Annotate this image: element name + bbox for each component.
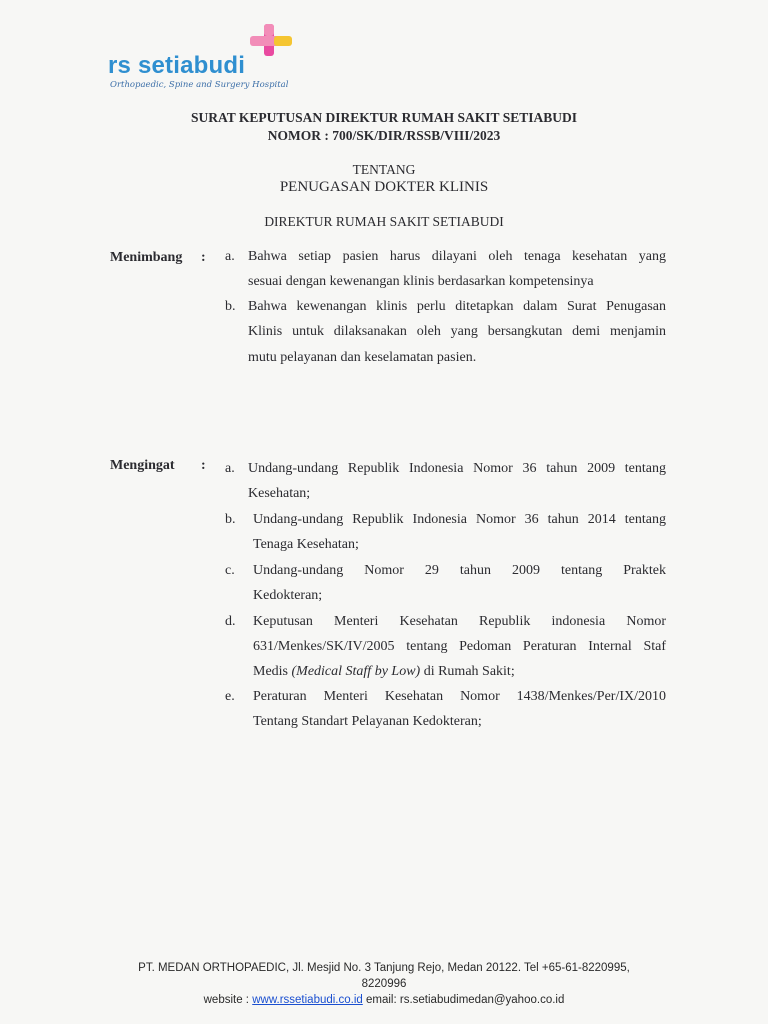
menimbang-colon: : bbox=[201, 250, 206, 265]
footer-address-2: 8220996 bbox=[361, 978, 407, 990]
mengingat-c-line-2: Kedokteran; bbox=[253, 588, 323, 603]
mengingat-a-marker: a. bbox=[225, 461, 235, 476]
mengingat-e-line-1: Peraturan Menteri Kesehatan Nomor 1438/Menkes/Per/IX/2010 bbox=[253, 689, 666, 704]
mengingat-b-line-1: Undang-undang Republik Indonesia Nomor 36 tahun 2014 tentang bbox=[253, 512, 666, 527]
menimbang-a-line-1: Bahwa setiap pasien harus dilayani oleh tenaga kesehatan yang bbox=[248, 249, 666, 264]
mengingat-e-line-2: Tentang Standart Pelayanan Kedokteran; bbox=[253, 714, 482, 729]
email-address[interactable]: rs.setiabudimedan@yahoo.co.id bbox=[399, 994, 565, 1006]
decree-number: NOMOR : 700/SK/DIR/RSSB/VIII/2023 bbox=[267, 128, 501, 143]
menimbang-a-line-2: sesuai dengan kewenangan klinis berdasarkan kompetensinya bbox=[248, 274, 594, 289]
mengingat-b-marker: b. bbox=[225, 512, 236, 527]
menimbang-b-line-2: Klinis untuk dilaksanakan oleh yang bersangkutan demi menjamin bbox=[248, 324, 666, 339]
mengingat-d-italic-ref: (Medical Staff by Low) bbox=[291, 664, 421, 679]
director-heading: DIREKTUR RUMAH SAKIT SETIABUDI bbox=[264, 214, 504, 229]
mengingat-a-line-2: Kesehatan; bbox=[248, 486, 311, 501]
hospital-logo bbox=[108, 20, 308, 100]
mengingat-c-line-1: Undang-undang Nomor 29 tahun 2009 tentang Praktek bbox=[253, 563, 666, 578]
footer-address: PT. MEDAN ORTHOPAEDIC, Jl. Mesjid No. 3 Tanjung Rejo, Medan 20122. Tel +65-61-8220995, bbox=[138, 962, 630, 974]
website-label: website : bbox=[203, 994, 250, 1006]
menimbang-b-line-3: mutu pelayanan dan keselamatan pasien. bbox=[248, 350, 477, 365]
menimbang-b-marker: b. bbox=[225, 299, 236, 314]
mengingat-d-line-1: Keputusan Menteri Kesehatan Republik indonesia Nomor bbox=[253, 614, 666, 629]
mengingat-c-marker: c. bbox=[225, 563, 235, 578]
footer-contact bbox=[0, 994, 768, 1006]
menimbang-b-line-1: Bahwa kewenangan klinis perlu ditetapkan dalam Surat Penugasan bbox=[248, 299, 666, 314]
website-link[interactable]: www.rssetiabudi.co.id bbox=[252, 994, 363, 1006]
medical-cross-icon bbox=[248, 22, 296, 62]
mengingat-d-line-2: 631/Menkes/SK/IV/2005 tentang Pedoman Peraturan Internal Staf bbox=[253, 639, 666, 654]
mengingat-b-line-2: Tenaga Kesehatan; bbox=[253, 537, 359, 552]
decree-title: SURAT KEPUTUSAN DIREKTUR RUMAH SAKIT SETIABUDI bbox=[191, 110, 577, 125]
tentang-heading: TENTANG bbox=[352, 162, 416, 177]
mengingat-d-line-3-end: di Rumah Sakit; bbox=[420, 664, 515, 679]
logo-name: rs setiabudi bbox=[108, 52, 246, 79]
email-label: email: bbox=[366, 994, 397, 1006]
mengingat-e-marker: e. bbox=[225, 689, 235, 704]
mengingat-a-line-1: Undang-undang Republik Indonesia Nomor 36 tahun 2009 tentang bbox=[248, 461, 666, 476]
mengingat-d-line-3 bbox=[253, 664, 515, 680]
logo-tagline: Orthopaedic, Spine and Surgery Hospital bbox=[110, 80, 289, 90]
mengingat-d-marker: d. bbox=[225, 614, 236, 629]
decree-subject: PENUGASAN DOKTER KLINIS bbox=[279, 179, 489, 195]
mengingat-d-line-3-start: Medis bbox=[253, 664, 292, 679]
menimbang-a-marker: a. bbox=[225, 249, 235, 264]
mengingat-colon: : bbox=[201, 458, 206, 473]
menimbang-label: Menimbang bbox=[110, 250, 183, 265]
mengingat-label: Mengingat bbox=[110, 458, 175, 473]
